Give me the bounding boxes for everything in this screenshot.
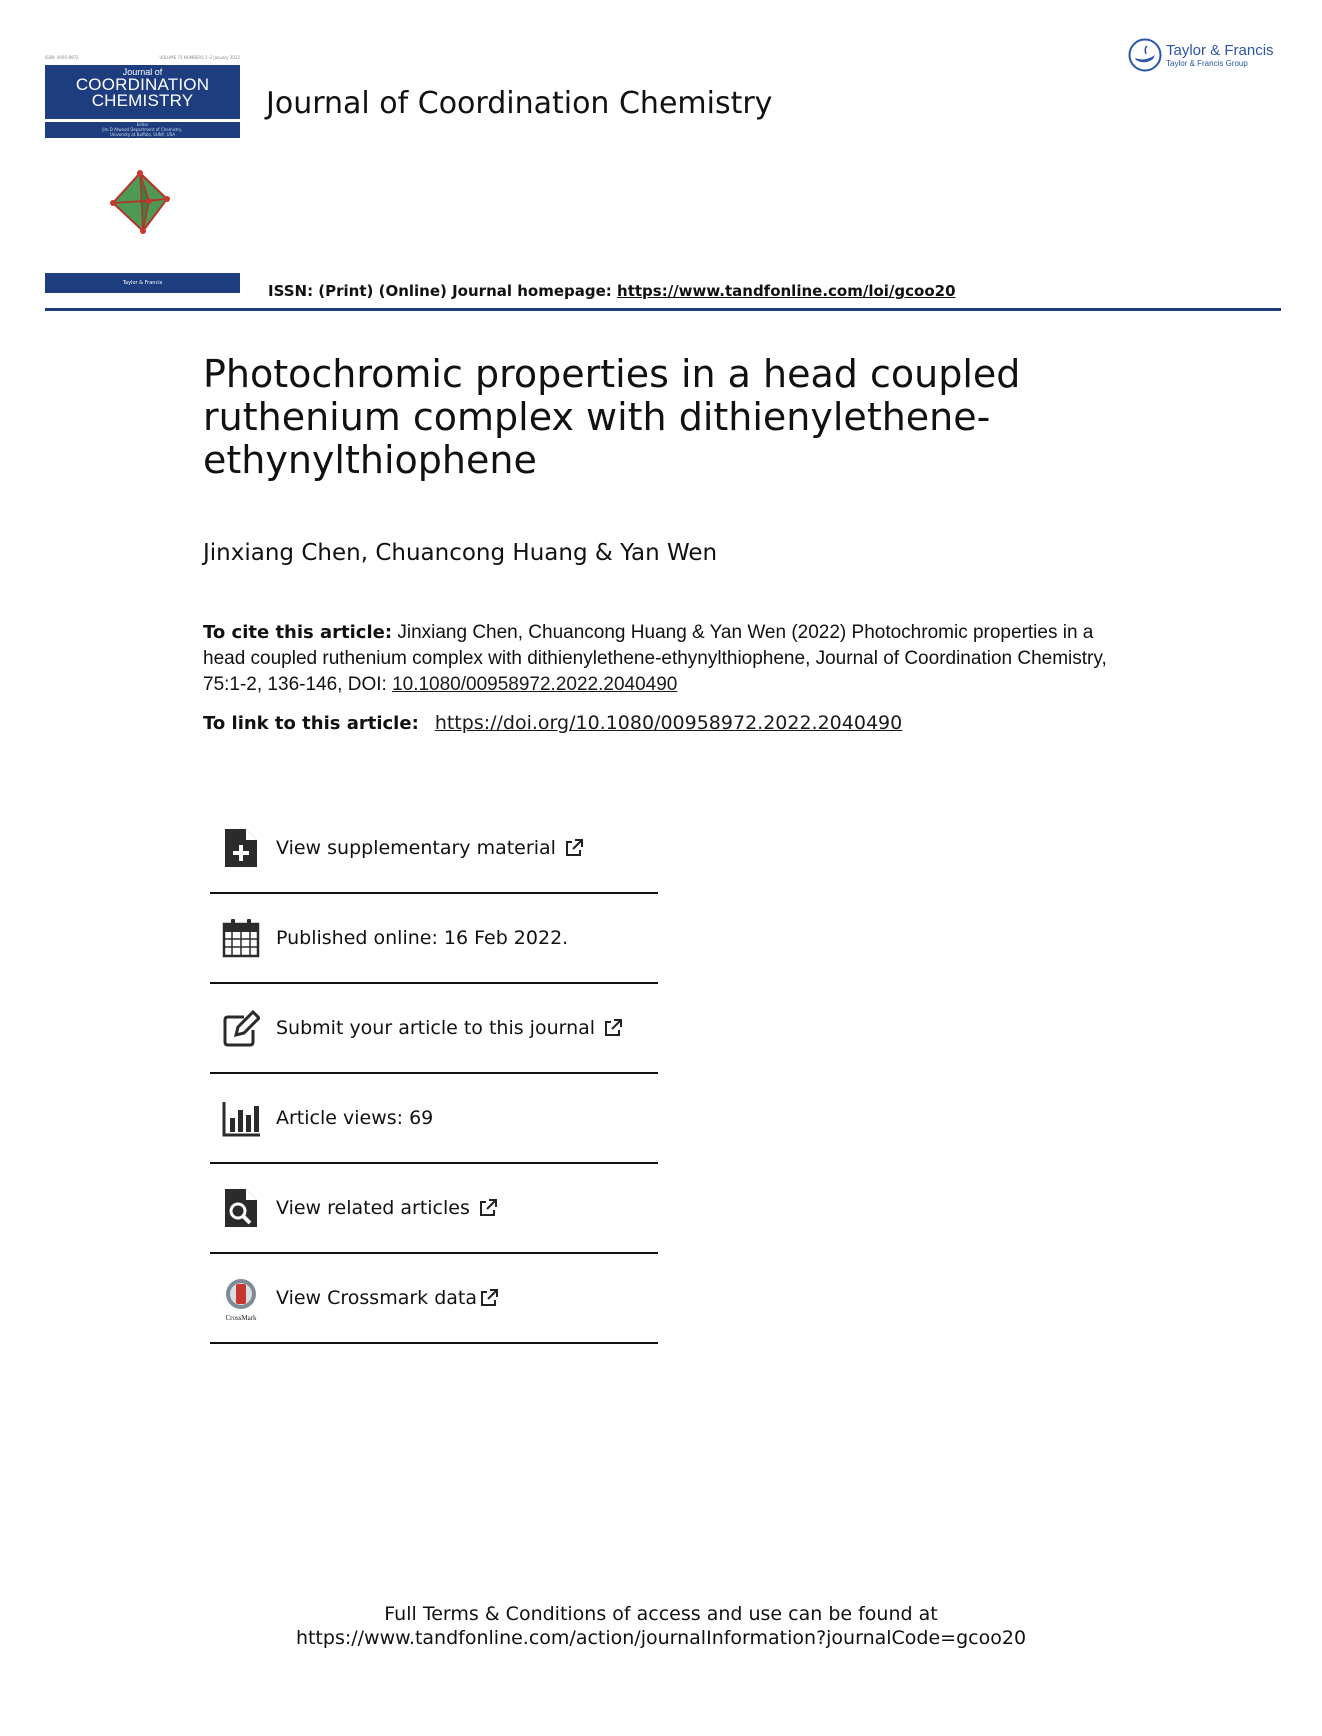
search-document-icon [222, 1188, 260, 1228]
action-article-views [210, 1074, 658, 1164]
calendar-icon [222, 918, 260, 958]
terms-footer [0, 1602, 1322, 1650]
citation-block [203, 620, 1123, 698]
action-label: Submit your article to this journal [276, 1017, 596, 1039]
article-authors: Jinxiang Chen, Chuancong Huang & Yan Wen [203, 540, 718, 566]
external-link-icon [564, 838, 584, 858]
issn-line [268, 282, 956, 300]
action-crossmark[interactable] [210, 1254, 658, 1344]
action-label: View related articles [276, 1197, 470, 1219]
external-link-icon [603, 1018, 623, 1038]
action-related-articles[interactable] [210, 1164, 658, 1254]
link-label: To link to this article: [203, 713, 419, 734]
cover-title-band [45, 65, 240, 119]
action-supplementary[interactable] [210, 804, 658, 894]
external-link-icon [478, 1198, 498, 1218]
cite-doi-link[interactable]: 10.1080/00958972.2022.2040490 [392, 674, 678, 695]
cover-journal-big-1: COORDINATION [75, 75, 210, 94]
action-label: Article views: 69 [276, 1107, 434, 1129]
octahedron-icon [105, 167, 175, 237]
article-doi-link[interactable]: https://doi.org/10.1080/00958972.2022.2040490 [434, 712, 903, 734]
taylor-francis-lamp-icon [1128, 38, 1162, 72]
cover-journal-small: Journal of [122, 67, 163, 77]
cover-publisher-band [45, 273, 240, 293]
article-title: Photochromic properties in a head coupled ruthenium complex with dithienylethene-ethynylthiophene [203, 352, 1021, 482]
file-plus-icon [222, 828, 260, 868]
cover-editor-2: Jim D Atwood Department of Chemistry, [102, 127, 183, 132]
external-link-icon [479, 1288, 499, 1308]
cover-volume: VOLUME 75 NUMBERS 1–2 January 2022 [159, 55, 240, 60]
article-link-line [203, 712, 902, 734]
header-divider [45, 308, 1281, 311]
crossmark-badge-icon [222, 1278, 260, 1310]
journal-title: Journal of Coordination Chemistry [266, 86, 773, 121]
publisher-name: Taylor & Francis [1166, 41, 1274, 59]
action-label: View Crossmark data [276, 1287, 478, 1309]
cover-editor-1: Editor [136, 122, 149, 127]
action-submit-article[interactable] [210, 984, 658, 1074]
action-label: Published online: 16 Feb 2022. [276, 927, 569, 949]
action-label: View supplementary material [276, 837, 556, 859]
cover-top-line [45, 55, 240, 63]
terms-line-1: Full Terms & Conditions of access and use can be found at [384, 1603, 938, 1625]
crossmark-icon-label: CrossMark [225, 1314, 257, 1322]
cite-text: Jinxiang Chen, Chuancong Huang & Yan Wen (2022) Photochromic properties in a head coupled ruthenium complex with dithienylethene-ethynylthiophene, Journal of Coordination Chemistry, 75:1-2, 136-146, DOI: [203, 622, 1107, 695]
bar-chart-icon [222, 1098, 260, 1138]
cover-publisher: Taylor & Francis [122, 280, 163, 286]
cover-journal-big-2: CHEMISTRY [91, 91, 194, 110]
cover-editor-3: University at Buffalo, SUNY, USA [109, 132, 176, 137]
action-published-online [210, 894, 658, 984]
article-actions [210, 804, 658, 1344]
cover-editor-band [45, 122, 240, 138]
publisher-text [1166, 43, 1274, 68]
edit-icon [222, 1008, 260, 1048]
cite-label: To cite this article: [203, 622, 393, 643]
journal-homepage-link[interactable]: https://www.tandfonline.com/loi/gcoo20 [617, 282, 956, 300]
terms-url[interactable]: https://www.tandfonline.com/action/journalInformation?journalCode=gcoo20 [295, 1627, 1027, 1649]
publisher-group: Taylor & Francis Group [1166, 58, 1248, 68]
issn-text: ISSN: (Print) (Online) Journal homepage: [268, 282, 618, 300]
cover-issn: ISSN: 0095-8972 [45, 55, 79, 60]
crossmark-icon [222, 1278, 260, 1322]
journal-cover [45, 55, 240, 295]
publisher-logo[interactable] [1128, 38, 1274, 72]
